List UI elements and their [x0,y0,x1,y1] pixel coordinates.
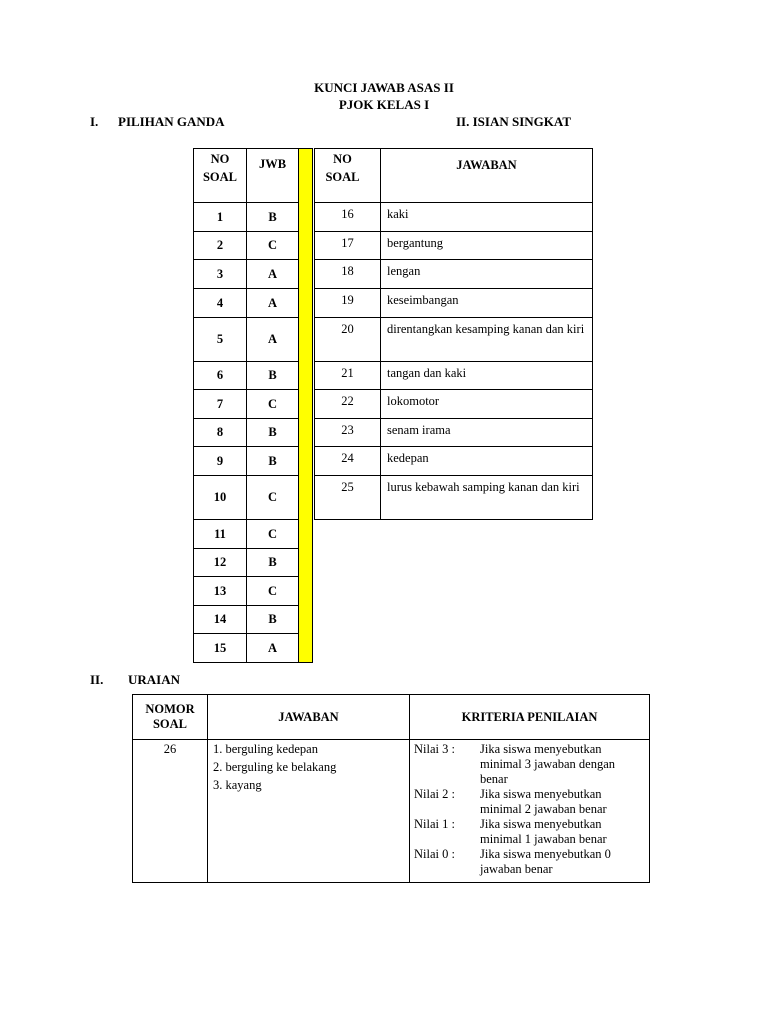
section-number-uraian: II. [90,672,104,687]
is-row [315,390,593,419]
is-cell-no: 20 [315,318,381,362]
section-heading-uraian: URAIAN [128,672,180,687]
mc-row [194,289,313,318]
mc-header-no: NO SOAL [194,149,247,203]
is-cell-jawaban: lengan [381,260,593,289]
is-cell-jawaban: kedepan [381,447,593,476]
mc-cell-jwb: B [247,203,299,232]
mc-row [194,390,313,419]
yellow-highlight-bar [299,149,313,663]
is-cell-jawaban: tangan dan kaki [381,362,593,390]
is-row [315,289,593,318]
ur-cell-no: 26 [133,740,208,883]
mc-cell-no: 4 [194,289,247,318]
mc-cell-jwb: B [247,447,299,476]
mc-row [194,260,313,289]
is-cell-jawaban: keseimbangan [381,289,593,318]
is-cell-jawaban: kaki [381,203,593,232]
mc-cell-no: 6 [194,362,247,390]
mc-row [194,606,313,634]
mc-row [194,476,313,520]
section-number-1: I. [90,114,99,129]
mc-cell-jwb: C [247,232,299,260]
ur-header-jawaban: JAWABAN [208,695,410,740]
criteria-text: Jika siswa menyebutkan minimal 3 jawaban dengan benar [480,742,616,786]
ur-header-kriteria: KRITERIA PENILAIAN [410,695,650,740]
mc-row [194,362,313,390]
criteria-text: Jika siswa menyebutkan 0 jawaban benar [480,847,611,876]
mc-cell-jwb: C [247,577,299,606]
mc-cell-no: 11 [194,520,247,549]
is-row [315,362,593,390]
criteria-label: Nilai 0 : [414,847,455,861]
is-cell-no: 24 [315,447,381,476]
is-row [315,476,593,520]
mc-cell-no: 7 [194,390,247,419]
mc-cell-jwb: C [247,520,299,549]
is-cell-no: 17 [315,232,381,260]
mc-header-jwb: JWB [247,149,299,203]
is-row [315,419,593,447]
mc-row [194,447,313,476]
criteria-row [414,787,649,817]
document-title: KUNCI JAWAB ASAS II [314,80,454,95]
is-row [315,203,593,232]
mc-cell-jwb: C [247,390,299,419]
is-header-jawaban: JAWABAN [381,149,593,203]
mc-cell-jwb: A [247,318,299,362]
mc-cell-jwb: B [247,419,299,447]
ur-answer-item: 1. berguling kedepan [213,742,318,756]
criteria-row [414,817,649,847]
is-cell-no: 22 [315,390,381,419]
is-cell-no: 21 [315,362,381,390]
mc-cell-jwb: A [247,634,299,663]
mc-cell-no: 10 [194,476,247,520]
mc-cell-jwb: C [247,476,299,520]
mc-row [194,549,313,577]
is-cell-no: 18 [315,260,381,289]
uraian-table [132,694,650,883]
ur-header-no: NOMOR SOAL [133,695,208,740]
mc-row [194,577,313,606]
section-heading-isian-singkat: II. ISIAN SINGKAT [456,114,571,129]
is-cell-no: 23 [315,419,381,447]
mc-row [194,318,313,362]
is-cell-no: 25 [315,476,381,520]
mc-cell-no: 15 [194,634,247,663]
mc-cell-no: 1 [194,203,247,232]
mc-cell-no: 5 [194,318,247,362]
is-cell-jawaban: bergantung [381,232,593,260]
criteria-label: Nilai 3 : [414,742,455,756]
criteria-label: Nilai 2 : [414,787,455,801]
criteria-text: Jika siswa menyebutkan minimal 1 jawaban benar [480,817,607,846]
mc-row [194,232,313,260]
mc-row [194,203,313,232]
ur-cell-jawaban [208,740,410,883]
mc-cell-no: 14 [194,606,247,634]
mc-row [194,520,313,549]
criteria-label: Nilai 1 : [414,817,455,831]
ur-answer-item: 2. berguling ke belakang [213,760,337,774]
is-row [315,318,593,362]
document-subtitle: PJOK KELAS I [338,97,430,112]
mc-cell-no: 3 [194,260,247,289]
ur-answer-item: 3. kayang [213,778,262,792]
mc-cell-jwb: B [247,549,299,577]
mc-cell-jwb: B [247,362,299,390]
is-cell-jawaban: direntangkan kesamping kanan dan kiri [381,318,593,362]
section-heading-pilihan-ganda: PILIHAN GANDA [118,114,225,129]
mc-cell-jwb: B [247,606,299,634]
is-row [315,447,593,476]
mc-row [194,419,313,447]
mc-cell-no: 13 [194,577,247,606]
criteria-text: Jika siswa menyebutkan minimal 2 jawaban benar [480,787,607,816]
is-header-no: NO SOAL [315,149,381,203]
criteria-row [414,847,649,877]
mc-cell-no: 12 [194,549,247,577]
is-row [315,232,593,260]
mc-cell-jwb: A [247,289,299,318]
mc-cell-jwb: A [247,260,299,289]
isian-singkat-table [314,148,593,520]
is-cell-no: 16 [315,203,381,232]
criteria-row [414,742,649,787]
is-row [315,260,593,289]
mc-row [194,634,313,663]
mc-cell-no: 2 [194,232,247,260]
mc-cell-no: 9 [194,447,247,476]
is-cell-jawaban: lurus kebawah samping kanan dan kiri [381,476,593,520]
mc-cell-no: 8 [194,419,247,447]
pilihan-ganda-table [193,148,313,663]
is-cell-jawaban: lokomotor [381,390,593,419]
is-cell-no: 19 [315,289,381,318]
ur-cell-kriteria [410,740,650,883]
is-cell-jawaban: senam irama [381,419,593,447]
